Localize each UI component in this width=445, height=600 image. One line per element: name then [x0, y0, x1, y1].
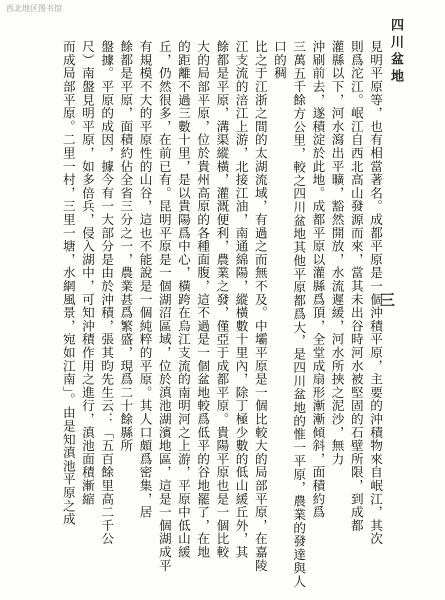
text-column: 餘都是平原，面積約佔全省三分之一，農業甚爲繁盛，現爲二十餘縣所: [118, 40, 134, 453]
running-head: 四川盆地: [388, 18, 403, 86]
text-column: 餘都是平原，溝渠縱橫，灌溉便利，農業之發，僅亞于成都平原。貴陽平原也是一個比較: [214, 40, 230, 559]
text-column: 見明平原等，也有相當著名。成都平原是一個沖積平原，主要的沖積物來自岷江，其次: [368, 40, 383, 546]
text-column: 的距離不過三數十里，是以貴陽爲中心，橫跨在烏江支流的南明河之上游，平原中低山緩: [175, 40, 191, 559]
text-column: 尺）南盤見明平原，如多倍兵，侵入湖中，可知沖積作用之進行，滇池面積漸縮: [79, 40, 95, 506]
text-column: 而成局部平原。二里一村，三里一塘，水網風景，宛如江南」。由是知滇池平原之成: [60, 40, 76, 526]
text-column: 比之于江浙之間的太湖流域，有過之而無不及。中壩平原是一個比較大的局部平原，在嘉陵: [252, 40, 268, 572]
text-column: 則爲沱江。岷江自西北高山發源而來，當其未出谷時河水被堅固的石壁所限，到成都: [348, 40, 364, 533]
text-column: 灌縣以下，河水瀉出平曠，豁然開放，水流遲緩，河水所挾之泥沙，無力: [329, 40, 345, 466]
text-column: 大的局部平原，位於貴州高原的各種面腹，這不過是一個盆地較爲低平的谷地罷了，在地: [195, 40, 211, 559]
body-text: [13, 40, 385, 588]
text-column: 丘，仍然很多，在前已有。昆明平原是一個湖沼區域，位於滇池湖濱地區，這是一個湖成平: [156, 40, 172, 572]
page-number: 三: [378, 292, 396, 307]
text-column: 盤據。平原的成因，據今有一大部分是由於沖積，張其昀先生云：「五百餘里高二千公: [99, 40, 115, 546]
text-column: 三萬五千餘方公里，較之四川盆地其他平原都爲大，是四川盆地的惟一平原，農業的發達與人口的稠: [271, 40, 307, 588]
text-column: 有規模不大的平原性的山谷，這也不能說是一個純粹的平原。其人口頗爲密集，居: [137, 40, 153, 519]
text-column: 沖刷前去，遂積淀於此地。成都平原以灌縣爲頂，全堂成扇形漸漸傾斜，面積約爲: [310, 40, 326, 519]
text-column: 江支流的涪江上游，北接江油，南通綿陽，縱橫數十里內，除丁極少數的低山緩丘外，其: [233, 40, 249, 559]
library-watermark: 西北地区图书馆: [6, 4, 62, 13]
